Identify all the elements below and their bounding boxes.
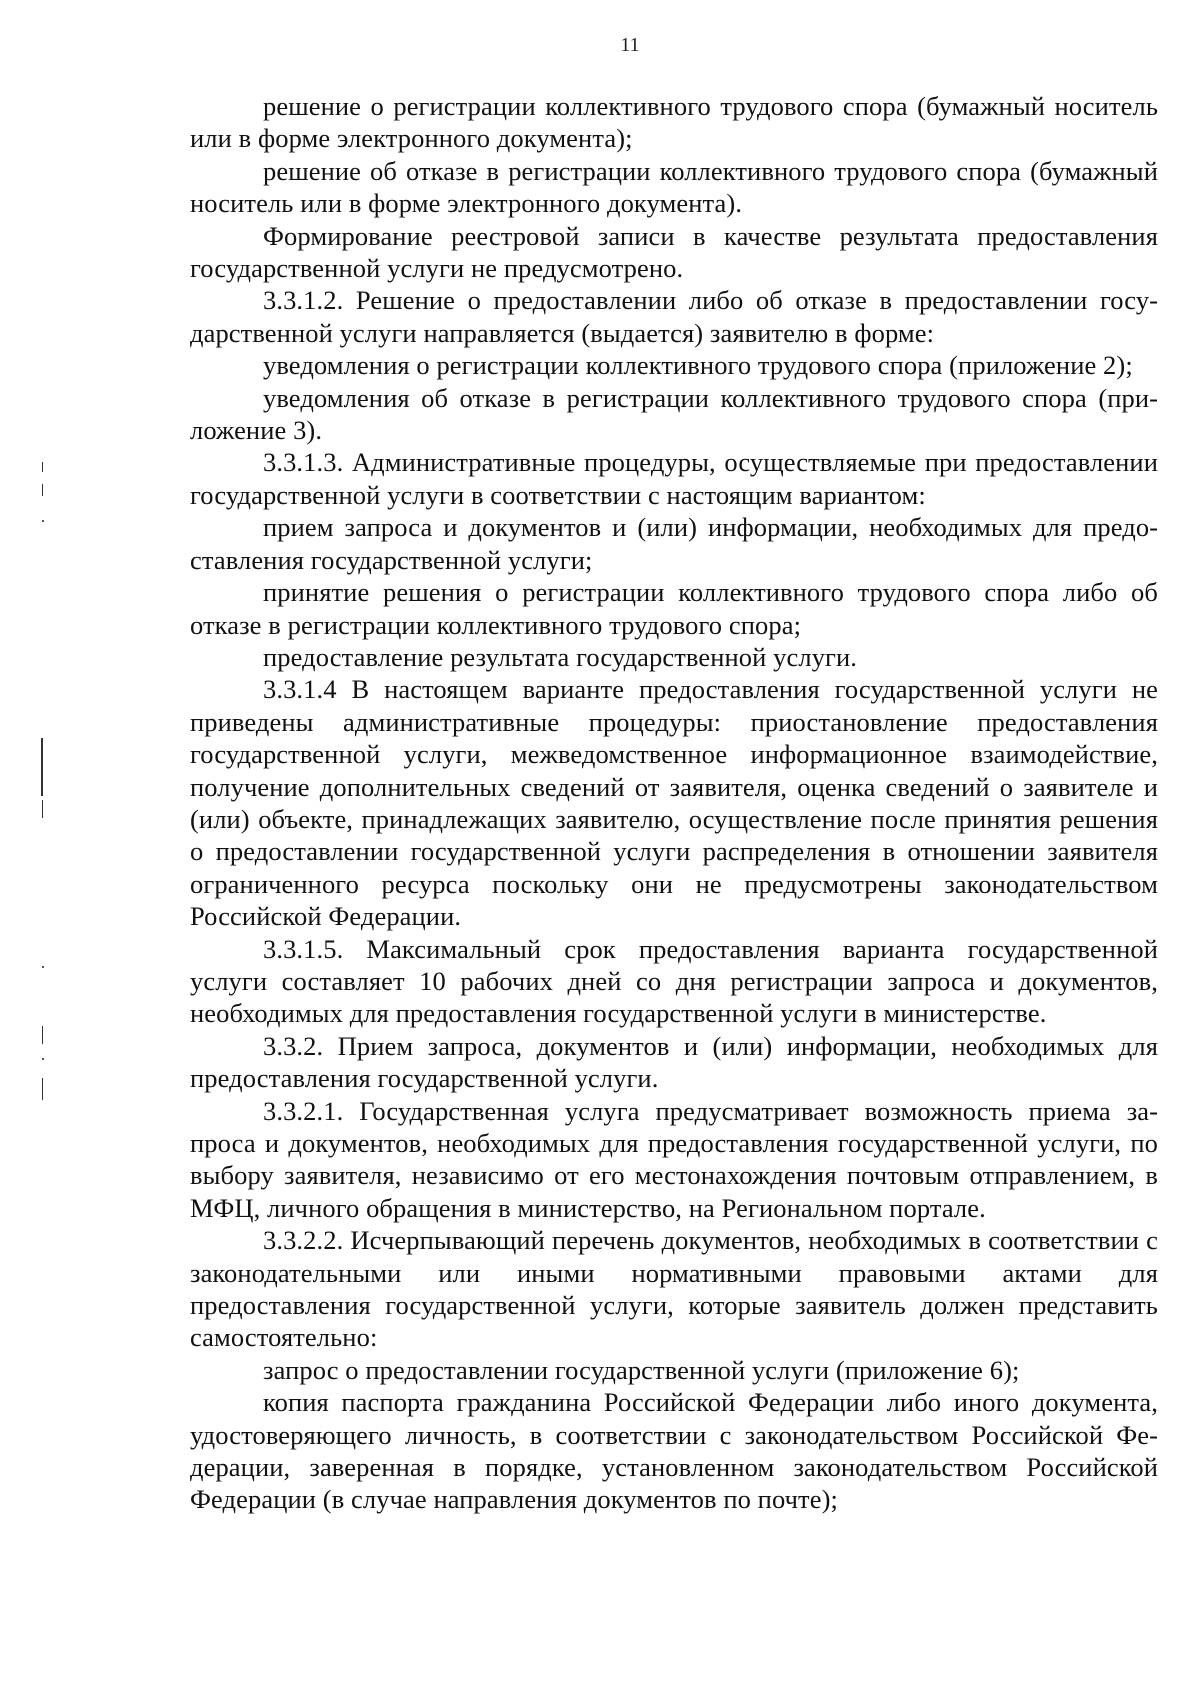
paragraph: копия паспорта гражданина Российской Федерации либо иного документа, удостоверяющего личность, в соответствии с законодательством Российской Федерации, заверенная в порядке, установленном законодательством Российской Федерации (в случае направления документов по почте);	[190, 1387, 1158, 1515]
paragraph: решение о регистрации коллективного трудового спора (бумажный носитель или в форме электронного документа);	[190, 91, 1158, 154]
scan-mark	[42, 1026, 43, 1044]
paragraph: принятие решения о регистрации коллективного трудового спора либо об отказе в регистрации коллективного трудового спора;	[190, 577, 1158, 640]
body-text	[190, 90, 1158, 1516]
paragraph: 3.3.1.3. Административные процедуры, осуществляемые при предоставлении государственной услуги в соответствии с настоящим вариантом:	[190, 447, 1158, 510]
paragraph: решение об отказе в регистрации коллективного трудового спора (бумажный носитель или в форме электронного документа).	[190, 155, 1158, 219]
scan-mark	[42, 1058, 44, 1060]
scan-mark	[42, 520, 44, 522]
scan-mark	[42, 462, 43, 472]
scan-mark	[42, 1078, 43, 1100]
paragraph: 3.3.2. Прием запроса, документов и (или) информации, необходимых для предоставления государственной услуги.	[190, 1030, 1158, 1094]
paragraph: 3.3.1.2. Решение о предоставлении либо об отказе в предоставлении государственной услуги направляется (выдается) заявителю в форме:	[190, 285, 1158, 348]
paragraph: уведомления об отказе в регистрации коллективного трудового спора (приложение 3).	[190, 382, 1158, 446]
scan-mark	[42, 800, 43, 818]
paragraph: запрос о предоставлении государственной услуги (приложение 6);	[263, 1354, 1020, 1385]
scan-mark	[42, 966, 44, 968]
paragraph: предоставление результата государственной услуги.	[263, 641, 858, 672]
page-number: 11	[620, 34, 640, 56]
paragraph: уведомления о регистрации коллективного трудового спора (приложение 2);	[263, 350, 1133, 381]
scan-mark	[42, 484, 43, 496]
paragraph: 3.3.1.4 В настоящем варианте предоставления государственной услуги не приведены административные процедуры: приостановление предоставления государственной услуги, межведомственное информационное взаимодействие, получение дополнительных сведений от заявителя, оценка сведений о заявителе и (или) объекте, принадлежащих заявителю, осуществление после принятия решения о предоставлении государственной услуги распределения в отношении заявителя ограниченного ресурса поскольку они не предусмотрены законодательством Российской Федерации.	[190, 674, 1158, 932]
scan-mark	[41, 738, 43, 796]
paragraph: 3.3.1.5. Максимальный срок предоставления варианта государственной услуги составляет 10 рабочих дней со дня регистрации запроса и документов, необходимых для предоставления государственной услуги в министерстве.	[190, 933, 1158, 1029]
paragraph: прием запроса и документов и (или) информации, необходимых для предоставления государственной услуги;	[190, 512, 1158, 575]
paragraph: Формирование реестровой записи в качестве результата предоставления государственной услуги не предусмотрено.	[190, 220, 1158, 284]
paragraph: 3.3.2.1. Государственная услуга предусматривает возможность приема запроса и документов, необходимых для предоставления государственной услуги, по выбору заявителя, независимо от его местонахождения почтовым отправлением, в МФЦ, личного обращения в министерство, на Региональном портале.	[190, 1095, 1158, 1223]
paragraph: 3.3.2.2. Исчерпывающий перечень документов, необходимых в соответствии с законодательными или иными нормативными правовыми актами для предоставления государственной услуги, которые заявитель должен представить самостоятельно:	[190, 1225, 1158, 1353]
